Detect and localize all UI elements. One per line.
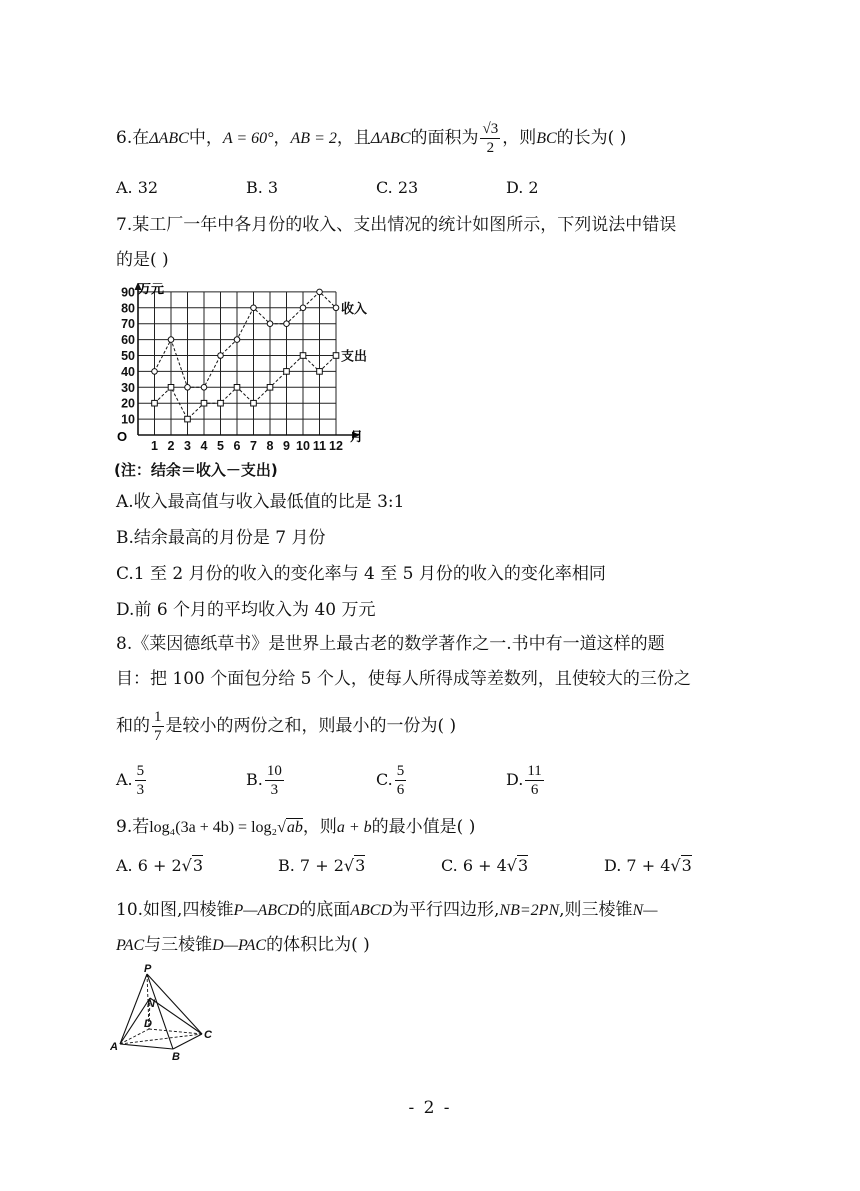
page-number: - 2 - — [408, 1098, 452, 1118]
q7-option-b: B.结余最高的月份是 7 月份 — [116, 528, 326, 548]
q8-stem-line1: 8.《莱因德纸草书》是世界上最古老的数学著作之一.书中有一道这样的题 — [116, 634, 665, 654]
expense-point — [300, 353, 306, 359]
income-point — [333, 305, 339, 311]
y-tick-label: 70 — [121, 317, 135, 332]
edge-bc — [173, 1034, 202, 1049]
label-b: B — [172, 1051, 180, 1062]
q7-option-c: C.1 至 2 月份的收入的变化率与 4 至 5 月份的收入的变化率相同 — [116, 564, 606, 584]
y-tick-label: 10 — [121, 412, 135, 427]
q6-area-fraction: $\frac{√3}{2}$ — [482, 121, 499, 156]
chart-axes — [135, 283, 361, 439]
x-tick-label: 9 — [283, 439, 290, 453]
x-tick-label: 3 — [184, 439, 191, 453]
label-a: A — [110, 1041, 118, 1053]
q9-stem: 9.若log₄(3a + 4b) = log₂√ab，则a + b的最小值是( ) — [116, 817, 476, 837]
q8-option-b: B. $\frac{10}{3}$ — [246, 763, 282, 798]
label-c: C — [204, 1029, 212, 1041]
y-tick-label: 20 — [121, 396, 135, 411]
q6-stem: 6.在ΔABC中，A = 60°，AB = 2，且ΔABC的面积为 $\frac{√3}{2}$ ，则BC的长为( ) — [116, 121, 627, 156]
income-point — [152, 369, 158, 375]
income-point — [317, 289, 323, 295]
chart-origin-label: O — [117, 429, 128, 444]
q7-option-d: D.前 6 个月的平均收入为 40 万元 — [116, 600, 376, 620]
x-tick-label: 12 — [329, 439, 343, 453]
expense-point — [284, 369, 290, 375]
y-tick-label: 60 — [121, 333, 135, 348]
q6-option-a: A. 32 — [116, 178, 159, 197]
q10-stem-line2: PAC与三棱锥D—PAC的体积比为( ) — [116, 935, 370, 955]
q8-fraction: $\frac{1}{7}$ — [154, 709, 162, 744]
x-tick-label: 4 — [200, 439, 208, 453]
q6-option-b: B. 3 — [246, 178, 279, 197]
q8-option-a: A. $\frac{5}{3}$ — [116, 763, 145, 798]
income-point — [201, 385, 207, 391]
q8-stem-line2: 目：把 100 个面包分给 5 个人，使每人所得成等差数列，且使较大的三份之 — [116, 669, 691, 689]
chart-y-axis-label: 万元 — [138, 283, 165, 296]
expense-point — [234, 385, 240, 391]
q8-stem-line3: 和的 $\frac{1}{7}$ 是较小的两份之和，则最小的一份为( ) — [116, 709, 457, 744]
q9-option-d: D. 7 + 4√3 — [604, 856, 692, 875]
label-d: D — [144, 1018, 152, 1030]
edge-nc — [150, 998, 202, 1034]
chart-x-axis-label: 月 — [350, 429, 364, 444]
income-point — [267, 321, 273, 327]
income-point — [185, 385, 191, 391]
q7-chart-note: (注：结余＝收入－支出) — [114, 461, 278, 479]
x-tick-label: 7 — [250, 439, 257, 453]
edge-ac — [120, 1034, 202, 1044]
q10-stem-line1: 10.如图,四棱锥P—ABCD的底面ABCD为平行四边形,NB=2PN,则三棱锥N— — [116, 900, 658, 920]
income-point — [300, 305, 306, 311]
y-tick-label: 40 — [121, 364, 135, 379]
y-tick-label: 50 — [121, 349, 135, 363]
edge-ab — [120, 1044, 173, 1049]
expense-point — [168, 385, 174, 391]
q8-option-d: D. $\frac{11}{6}$ — [506, 763, 542, 798]
expense-point — [317, 369, 323, 375]
q9-option-a: A. 6 + 2√3 — [116, 856, 204, 875]
x-tick-label: 8 — [266, 439, 274, 453]
q9-option-c: C. 6 + 4√3 — [441, 856, 529, 875]
x-tick-label: 6 — [233, 439, 241, 453]
x-tick-label: 1 — [151, 439, 158, 453]
chart-grid — [138, 292, 336, 435]
expense-point — [152, 400, 158, 406]
income-series-label: 收入 — [341, 300, 368, 316]
income-point — [168, 337, 174, 343]
label-n: N — [147, 998, 155, 1010]
expense-point — [185, 416, 191, 422]
income-point — [218, 353, 224, 359]
q7-stem-line2: 的是( ) — [116, 250, 169, 270]
q6-option-d: D. 2 — [506, 178, 539, 197]
income-point — [284, 321, 290, 327]
y-tick-label: 90 — [121, 285, 135, 300]
x-tick-label: 5 — [217, 439, 224, 453]
q6-option-c: C. 23 — [376, 178, 419, 197]
expense-point — [333, 353, 339, 359]
pyramid-figure — [110, 962, 220, 1062]
label-p: P — [144, 963, 152, 975]
expense-point — [218, 400, 224, 406]
x-tick-label: 11 — [312, 439, 327, 453]
x-tick-label: 2 — [167, 439, 175, 453]
edge-pc — [147, 974, 202, 1034]
income-point — [234, 337, 240, 343]
x-tick-label: 10 — [296, 439, 310, 453]
expense-point — [251, 400, 257, 406]
edge-dc — [149, 1029, 202, 1034]
q9-option-b: B. 7 + 2√3 — [278, 856, 366, 875]
q7-stem-line1: 7.某工厂一年中各月份的收入、支出情况的统计如图所示，下列说法中错误 — [116, 215, 677, 235]
income-point — [251, 305, 257, 311]
q7-option-a: A.收入最高值与收入最低值的比是 3:1 — [116, 492, 405, 512]
y-tick-label: 30 — [121, 380, 135, 395]
expense-point — [267, 385, 273, 391]
expense-series-label: 支出 — [341, 348, 368, 364]
y-tick-label: 80 — [121, 301, 135, 316]
income-expense-chart — [110, 283, 380, 455]
expense-point — [201, 400, 207, 406]
q8-option-c: C. $\frac{5}{6}$ — [376, 763, 405, 798]
